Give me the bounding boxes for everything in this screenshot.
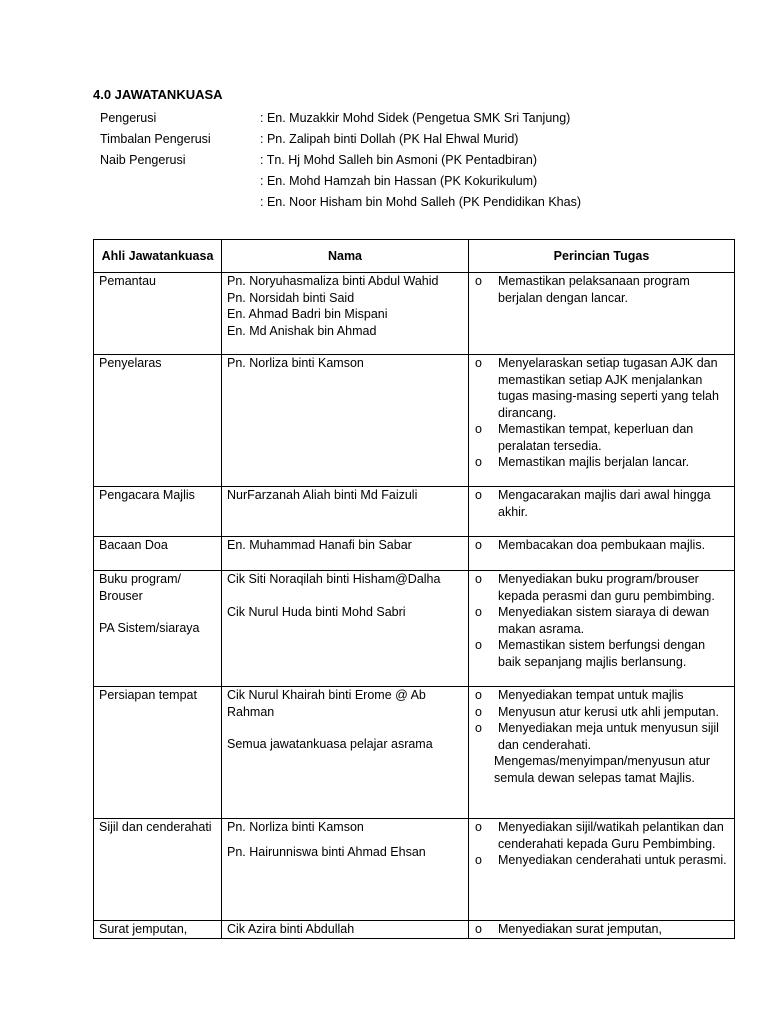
committee-row xyxy=(100,152,740,173)
bullet-icon: o xyxy=(475,274,482,288)
task-item xyxy=(474,921,729,938)
task-text: Memastikan tempat, keperluan dan peralatan tersedia. xyxy=(498,422,694,453)
committee-row xyxy=(100,110,740,131)
member-name: Cik Siti Noraqilah binti Hisham@Dalha xyxy=(227,572,441,586)
task-item xyxy=(474,720,729,753)
member-name: Pn. Noryuhasmaliza binti Abdul Wahid xyxy=(227,274,439,288)
bullet-icon: o xyxy=(475,488,482,502)
role-cell xyxy=(94,355,222,487)
committee-role: Naib Pengerusi xyxy=(100,153,186,167)
task-text: Menyediakan cenderahati untuk perasmi. xyxy=(498,853,727,867)
committee-name: : En. Noor Hisham bin Mohd Salleh (PK Pendidikan Khas) xyxy=(260,195,581,209)
task-cell xyxy=(469,273,735,355)
task-text: Memastikan majlis berjalan lancar. xyxy=(498,455,690,469)
table-row xyxy=(94,355,735,487)
header-perincian-tugas: Perincian Tugas xyxy=(469,240,735,273)
name-cell xyxy=(222,487,469,537)
bullet-icon: o xyxy=(475,572,482,586)
task-list xyxy=(474,355,729,471)
task-cell xyxy=(469,571,735,687)
task-text: Menyediakan meja untuk menyusun sijil dan cenderahati. xyxy=(498,721,719,752)
task-item xyxy=(474,454,729,471)
table-row xyxy=(94,921,735,939)
name-cell xyxy=(222,355,469,487)
committee-row xyxy=(100,173,740,194)
task-list xyxy=(474,687,729,786)
task-item xyxy=(474,537,729,554)
task-text: Menyediakan sistem siaraya di dewan makan asrama. xyxy=(498,605,710,636)
header-ahli-jawatankuasa: Ahli Jawatankuasa xyxy=(94,240,222,273)
role-text: PA Sistem/siaraya xyxy=(99,621,200,635)
member-name: En. Muhammad Hanafi bin Sabar xyxy=(227,538,412,552)
bullet-icon: o xyxy=(475,356,482,370)
role-text: Pengacara Majlis xyxy=(99,488,195,502)
role-text xyxy=(99,604,216,620)
task-text: Memastikan sistem berfungsi dengan baik sepanjang majlis berlansung. xyxy=(498,638,706,669)
role-text: Persiapan tempat xyxy=(99,688,197,702)
task-cell xyxy=(469,487,735,537)
role-cell xyxy=(94,819,222,921)
task-item xyxy=(474,421,729,454)
role-text: Pemantau xyxy=(99,274,156,288)
task-text: Menyelaraskan setiap tugasan AJK dan memastikan setiap AJK menjalankan tugas masing-masing seperti yang telah dirancang. xyxy=(498,356,719,420)
task-item xyxy=(474,637,729,670)
task-item xyxy=(474,604,729,637)
task-item-extra: Mengemas/menyimpan/menyusun atur semula dewan selepas tamat Majlis. xyxy=(494,754,711,785)
committee-name: : En. Muzakkir Mohd Sidek (Pengetua SMK Sri Tanjung) xyxy=(260,111,571,125)
name-cell xyxy=(222,537,469,571)
role-text: Sijil dan cenderahati xyxy=(99,820,212,834)
task-cell xyxy=(469,921,735,939)
bullet-icon: o xyxy=(475,538,482,552)
task-text: Menyediakan tempat untuk majlis xyxy=(498,688,684,702)
member-name: Pn. Norsidah binti Said xyxy=(227,290,355,305)
member-name: Pn. Norliza binti Kamson xyxy=(227,820,364,834)
role-cell xyxy=(94,537,222,571)
task-list xyxy=(474,819,729,869)
name-cell xyxy=(222,273,469,355)
role-text: Penyelaras xyxy=(99,356,162,370)
role-cell xyxy=(94,571,222,687)
bullet-icon: o xyxy=(475,704,482,719)
task-item xyxy=(474,273,729,306)
task-text: Menyusun atur kerusi utk ahli jemputan. xyxy=(498,704,719,719)
task-text: Menyediakan buku program/brouser kepada perasmi dan guru pembimbing. xyxy=(498,572,715,603)
task-text: Menyediakan sijil/watikah pelantikan dan cenderahati kepada Guru Pembimbing. xyxy=(498,820,724,851)
role-cell xyxy=(94,487,222,537)
bullet-icon: o xyxy=(475,422,482,436)
header-nama: Nama xyxy=(222,240,469,273)
member-name: Cik Nurul Huda binti Mohd Sabri xyxy=(227,604,406,619)
committee-role xyxy=(100,173,260,194)
bullet-icon: o xyxy=(475,820,482,834)
task-list xyxy=(474,921,729,938)
task-list xyxy=(474,537,729,554)
role-text: Surat jemputan, xyxy=(99,922,188,936)
table-row xyxy=(94,487,735,537)
section-title: 4.0 JAWATANKUASA xyxy=(93,87,223,102)
committee-role: Timbalan Pengerusi xyxy=(100,132,211,146)
bullet-icon: o xyxy=(475,688,482,702)
committee-name: : Pn. Zalipah binti Dollah (PK Hal Ehwal Murid) xyxy=(260,132,519,146)
task-item xyxy=(474,355,729,421)
table-row xyxy=(94,687,735,819)
role-cell xyxy=(94,687,222,819)
committee-name: : En. Mohd Hamzah bin Hassan (PK Kokurikulum) xyxy=(260,174,538,188)
committee-table xyxy=(93,239,735,939)
role-text: Bacaan Doa xyxy=(99,538,168,552)
task-cell xyxy=(469,687,735,819)
table-row xyxy=(94,537,735,571)
name-cell xyxy=(222,687,469,819)
name-cell xyxy=(222,921,469,939)
role-text: Buku program/ Brouser xyxy=(99,572,181,603)
task-text: Memastikan pelaksanaan program berjalan dengan lancar. xyxy=(498,274,690,305)
member-name: Pn. Hairunniswa binti Ahmad Ehsan xyxy=(227,844,426,859)
bullet-icon: o xyxy=(475,922,482,936)
member-name xyxy=(227,720,463,736)
member-name: Cik Nurul Khairah binti Erome @ Ab Rahman xyxy=(227,688,426,719)
task-item xyxy=(474,487,729,520)
name-cell xyxy=(222,571,469,687)
bullet-icon: o xyxy=(475,721,482,735)
bullet-icon: o xyxy=(475,638,482,652)
bullet-icon: o xyxy=(475,605,482,619)
task-text: Membacakan doa pembukaan majlis. xyxy=(498,538,706,552)
role-cell xyxy=(94,921,222,939)
task-item xyxy=(474,571,729,604)
task-text: Mengacarakan majlis dari awal hingga akhir. xyxy=(498,488,711,519)
task-cell xyxy=(469,537,735,571)
task-item xyxy=(474,852,729,869)
task-cell xyxy=(469,819,735,921)
member-name: Pn. Norliza binti Kamson xyxy=(227,356,364,370)
member-name: Semua jawatankuasa pelajar asrama xyxy=(227,737,433,751)
committee-role xyxy=(100,194,260,215)
table-row xyxy=(94,819,735,921)
task-cell xyxy=(469,355,735,487)
table-header-row xyxy=(94,240,735,273)
task-list xyxy=(474,487,729,520)
role-cell xyxy=(94,273,222,355)
committee-role: Pengerusi xyxy=(100,111,157,125)
bullet-icon: o xyxy=(475,853,482,867)
committee-row xyxy=(100,194,740,215)
task-list xyxy=(474,273,729,306)
bullet-icon: o xyxy=(475,455,482,469)
task-list xyxy=(474,571,729,670)
table-row xyxy=(94,571,735,687)
table-row xyxy=(94,273,735,355)
task-item xyxy=(474,819,729,852)
task-text: Menyediakan surat jemputan, xyxy=(498,922,662,936)
member-name: NurFarzanah Aliah binti Md Faizuli xyxy=(227,488,418,502)
committee-list xyxy=(100,110,740,215)
member-name: En. Ahmad Badri bin Mispani xyxy=(227,307,388,321)
member-name xyxy=(227,588,463,604)
member-name: Cik Azira binti Abdullah xyxy=(227,922,355,936)
member-name: En. Md Anishak bin Ahmad xyxy=(227,323,377,338)
name-cell xyxy=(222,819,469,921)
committee-name: : Tn. Hj Mohd Salleh bin Asmoni (PK Pentadbiran) xyxy=(260,153,537,167)
task-item xyxy=(474,687,729,704)
committee-row xyxy=(100,131,740,152)
task-item xyxy=(474,704,729,721)
